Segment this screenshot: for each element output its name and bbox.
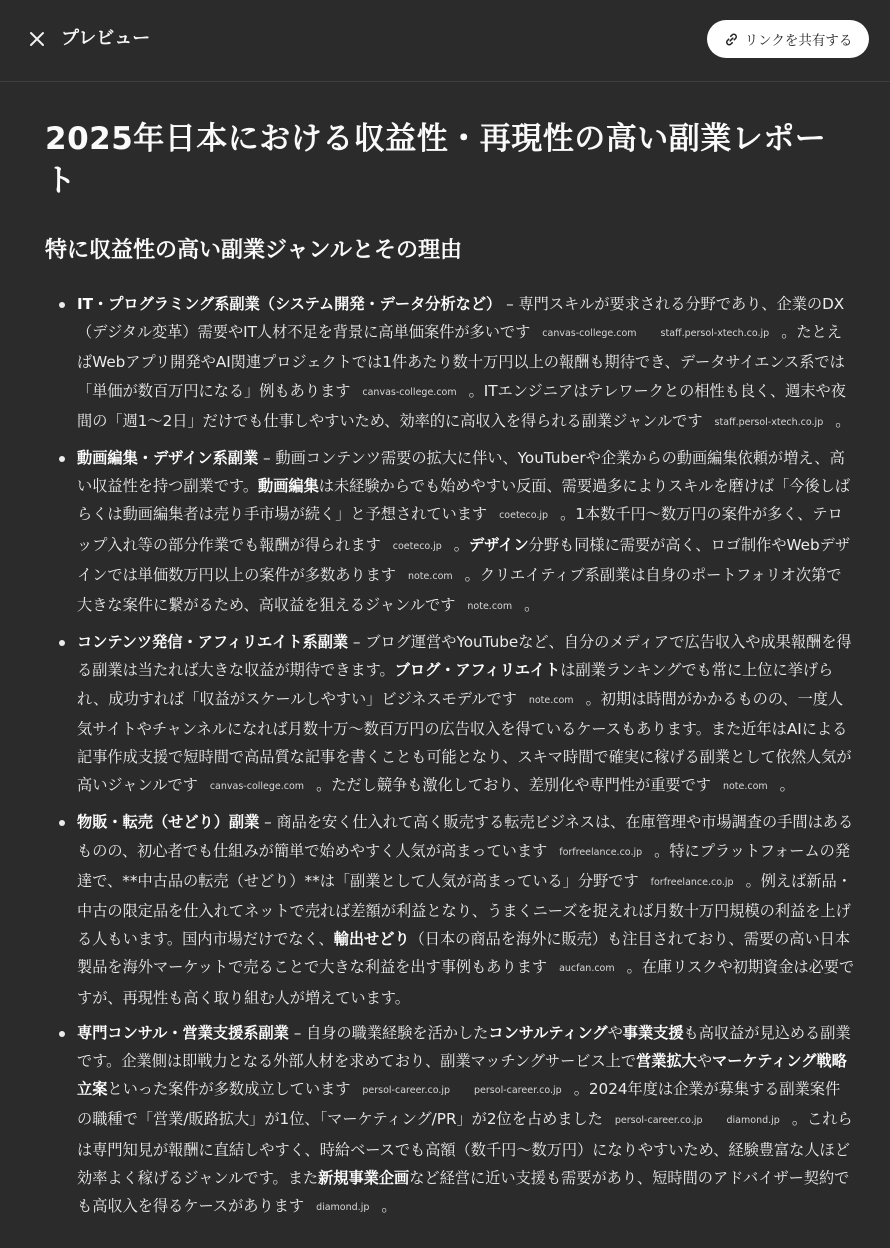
- list-item: [45, 444, 855, 621]
- bold-text: 専門コンサル・営業支援系副業: [77, 1023, 289, 1042]
- body-text: 。ただし競争も激化しており、差別化や専門性が重要です: [316, 776, 711, 795]
- body-text: （日本の商品を海外に販売）も注目されており、需要の高い日本製品を海外マーケットで売ることで大きな利益を出す事例もあります: [77, 930, 851, 977]
- bold-text: コンサルティング: [488, 1023, 608, 1042]
- body-text: 。例えば新品・中古の限定品を仕入れてネットで売れば差額が利益となり、うまくニーズを捉えれば月数十万円規模の利益を上げる人もいます。国内市場だけでなく、: [77, 871, 852, 949]
- citation-link[interactable]: diamond.jp: [316, 1202, 370, 1214]
- list-item: [45, 290, 855, 437]
- citation-link[interactable]: canvas-college.com: [209, 781, 305, 793]
- body-text: – ブログ運営やYouTubeなど、自分のメディアで広告収入や成果報酬を得る副業は当たれば大きな収益が期待できます。: [77, 633, 852, 680]
- citation-link[interactable]: coeteco.jp: [392, 540, 442, 552]
- body-text: 。初期は時間がかかるものの、一度人気サイトやチャンネルになれば月数十万〜数百万円の広告収入を得ているケースもあります。また近年はAIによる記事作成支援で短時間で高品質な記事を書くことも可能となり、スキマ時間で確実に稼げる副業として依然人気が高いジャンルです: [77, 689, 852, 795]
- bold-text: 動画編集: [258, 477, 319, 496]
- report-title: 2025年日本における収益性・再現性の高い副業レポート: [45, 121, 827, 199]
- list-item: [45, 808, 855, 1011]
- close-button[interactable]: [24, 26, 50, 52]
- citation-link[interactable]: diamond.jp: [726, 1115, 780, 1127]
- section-heading: 特に収益性の高い副業ジャンルとその理由: [45, 238, 463, 263]
- body-text: – 専門スキルが要求される分野であり、企業のDX（デジタル変革）需要やIT人材不足を背景に高単価案件が多いです: [77, 295, 845, 342]
- bold-text: 新規事業企画: [318, 1168, 410, 1187]
- bold-text: 物販・転売（せどり）副業: [77, 813, 260, 832]
- body-text: など経営に近い支援も需要があり、短時間のアドバイザー契約でも高収入を得るケースがあります: [77, 1168, 850, 1216]
- bold-text: マーケティング戦略立案: [77, 1052, 847, 1099]
- bold-text: 輸出せどり: [333, 930, 410, 949]
- body-text: 。ITエンジニアはテレワークとの相性も良く、週末や夜間の「週1〜2日」だけでも仕事しやすいため、効率的に高収入を得られる副業ジャンルです: [77, 381, 846, 430]
- list-item: [45, 628, 855, 801]
- report-content: [45, 118, 855, 1229]
- citation-link[interactable]: aucfan.com: [559, 963, 615, 975]
- side-business-list: [45, 290, 855, 1222]
- citation-link[interactable]: note.com: [528, 694, 574, 706]
- body-text: 。: [779, 776, 795, 795]
- body-text: – 動画コンテンツ需要の拡大に伴い、YouTuberや企業からの動画編集依頼が増え、高い収益性を持つ副業です。: [77, 449, 845, 496]
- body-text: 。たとえばWebアプリ開発やAI関連プロジェクトでは1件あたり数十万円以上の報酬も期待でき、データサイエンス系では「単価が数百万円になる」例もあります: [77, 323, 845, 400]
- body-text: や: [607, 1023, 623, 1042]
- bold-text: コンテンツ発信・アフィリエイト系副業: [77, 633, 349, 652]
- citation-link[interactable]: staff.persol-xtech.co.jp: [660, 328, 770, 340]
- citation-link[interactable]: note.com: [407, 570, 453, 582]
- bold-text: 事業支援: [622, 1023, 684, 1042]
- bold-text: ブログ・アフィリエイト: [394, 661, 561, 680]
- preview-header: [0, 0, 890, 82]
- bold-text: 動画編集・デザイン系副業: [77, 449, 259, 468]
- body-text: や: [696, 1052, 712, 1071]
- citation-link[interactable]: forfreelance.co.jp: [650, 876, 734, 888]
- link-icon: [724, 32, 739, 47]
- citation-link[interactable]: note.com: [467, 601, 513, 613]
- body-text: も高収益が見込める副業です。企業側は即戦力となる外部人材を求めており、副業マッチングサービス上で: [77, 1023, 851, 1071]
- body-text: 。: [524, 596, 540, 615]
- body-text: は副業ランキングでも常に上位に挙げられ、成功すれば「収益がスケールしやすい」ビジネスモデルです: [77, 661, 834, 708]
- citation-link[interactable]: persol-career.co.jp: [474, 1085, 562, 1097]
- body-text: – 自身の職業経験を活かした: [288, 1023, 489, 1042]
- citation-link[interactable]: coeteco.jp: [499, 510, 549, 522]
- bold-text: デザイン: [468, 535, 529, 554]
- body-text: 。: [453, 535, 469, 554]
- citation-link[interactable]: note.com: [722, 781, 768, 793]
- citation-link[interactable]: persol-career.co.jp: [614, 1115, 703, 1127]
- body-text: 。1本数千円〜数万円の案件が多く、テロップ入れ等の部分作業でも報酬が得られます: [77, 505, 843, 554]
- body-text: 分野も同様に需要が高く、ロゴ制作やWebデザインでは単価数万円以上の案件が多数あります: [77, 535, 851, 584]
- citation-link[interactable]: forfreelance.co.jp: [559, 846, 643, 858]
- bold-text: IT・プログラミング系副業（システム開発・データ分析など）: [77, 295, 502, 313]
- body-text: 。在庫リスクや初期資金は必要ですが、再現性も高く取り組む人が増えています。: [77, 958, 855, 1007]
- citation-link[interactable]: canvas-college.com: [362, 386, 457, 398]
- share-link-label: リンクを共有する: [744, 33, 853, 49]
- body-text: 。特にプラットフォームの発達で、**中古品の転売（せどり）**は「副業として人気が高まっている」分野です: [77, 841, 851, 890]
- body-text: – 商品を安く仕入れて高く販売する転売ビジネスは、在庫管理や市場調査の手間はあるものの、初心者でも仕組みが簡単で始めやすく人気が高まっています: [77, 813, 854, 860]
- body-text: 。: [835, 411, 851, 430]
- citation-link[interactable]: canvas-college.com: [542, 328, 637, 340]
- body-text: といった案件が多数成立しています: [107, 1080, 351, 1099]
- body-text: は未経験からでも始めやすい反面、需要過多によりスキルを磨けば「今後しばらくは動画編集者は売り手市場が続く」と予想されています: [77, 477, 851, 524]
- body-text: 。クリエイティブ系副業は自身のポートフォリオ次第で大きな案件に繋がるため、高収益を狙えるジャンルです: [77, 565, 842, 615]
- body-text: 。2024年度は企業が募集する副業案件の職種で「営業/販路拡大」が1位、「マーケティング/PR」が2位を占めました: [77, 1080, 841, 1129]
- body-text: 。これらは専門知見が報酬に直結しやすく、時給ベースでも高額（数千円〜数万円）になりやすいため、経験豊富な人ほど効率よく稼げるジャンルです。また: [77, 1110, 853, 1187]
- share-link-button[interactable]: [707, 20, 869, 58]
- bold-text: 営業拡大: [636, 1052, 697, 1071]
- list-item: [45, 1019, 855, 1222]
- body-text: 。: [381, 1197, 397, 1216]
- citation-link[interactable]: staff.persol-xtech.co.jp: [714, 416, 824, 428]
- header-title: プレビュー: [61, 28, 151, 49]
- close-icon: [28, 30, 46, 48]
- citation-link[interactable]: persol-career.co.jp: [362, 1085, 451, 1097]
